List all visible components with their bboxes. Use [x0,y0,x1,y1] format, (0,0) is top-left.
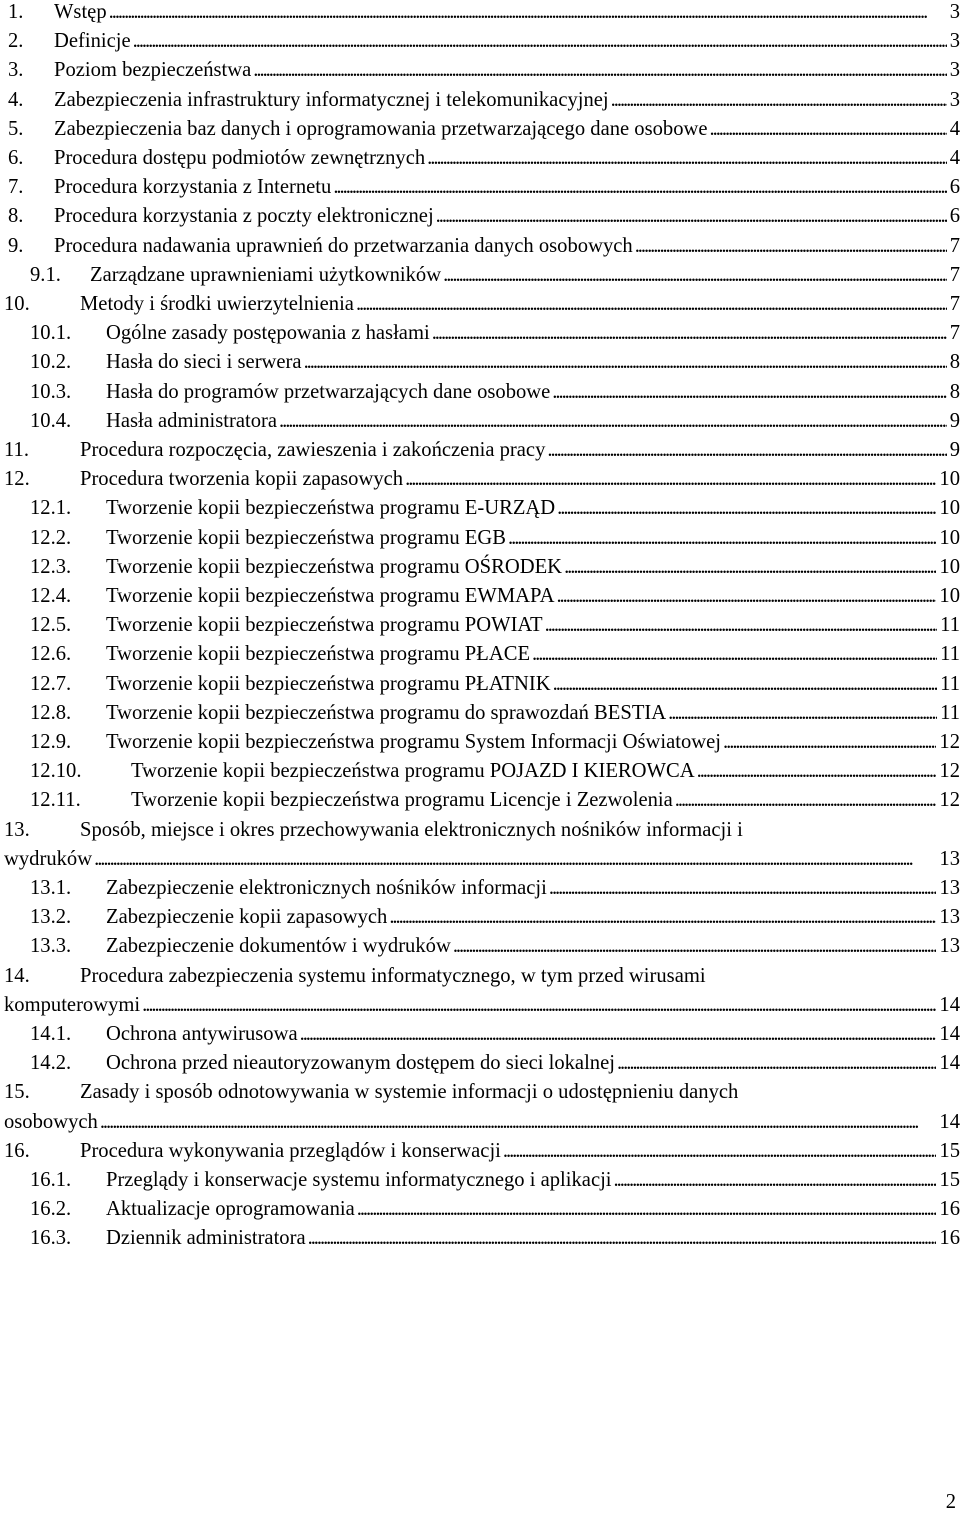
toc-entry-number: 10. [4,293,30,315]
toc-entry-title: Tworzenie kopii bezpieczeństwa programu POJAZD I KIEROWCA [131,760,695,783]
toc-entry-title: Przeglądy i konserwacje systemu informatycznego i aplikacji [106,1169,612,1191]
toc-entry-title: Ochrona przed nieautoryzowanym dostępem do sieci lokalnej [106,1052,615,1075]
toc-entry-number: 12.1. [30,497,72,520]
toc-entry-page: 14 [939,993,960,1016]
toc-entry-page: 12 [939,731,960,753]
toc-leader-dots [553,670,938,699]
toc-entry-number: 9. [8,234,24,257]
toc-entry-page: 14 [939,1052,960,1075]
toc-entry-title: Zabezpieczenie elektronicznych nośników informacji [106,877,547,899]
toc-entry-number: 16.3. [30,1227,72,1250]
toc-entry-title: Tworzenie kopii bezpieczeństwa programu POWIAT [106,614,543,637]
toc-entry-page: 10 [939,585,960,607]
toc-entry-number: 12. [4,468,30,491]
toc-entry-title: Procedura zabezpieczenia systemu informatycznego, w tym przed wirusami [80,964,706,987]
toc-leader-dots [532,640,937,669]
toc-leader-dots [614,1166,937,1195]
toc-entry-page: 3 [949,30,960,53]
toc-leader-dots [556,582,936,611]
toc-leader-dots [333,173,946,202]
toc-entry-number: 12.9. [30,731,72,753]
toc-leader-dots [617,1049,936,1078]
toc-entry-page: 7 [949,234,960,257]
toc-entry-title: Tworzenie kopii bezpieczeństwa programu System Informacji Oświatowej [106,731,722,753]
toc-leader-dots [253,56,946,85]
toc-entry-number: 6. [8,147,24,169]
toc-entry-title: Tworzenie kopii bezpieczeństwa programu EWMAPA [106,585,555,607]
toc-entry-page: 13 [939,847,960,870]
toc-entry-title: Poziom bezpieczeństwa [54,59,252,82]
toc-entry-page: 15 [939,1139,960,1162]
toc-leader-dots [697,757,937,786]
toc-entry-page: 3 [949,88,960,111]
toc-entry-page: 14 [939,1023,960,1045]
toc-entry-page: 10 [939,468,960,491]
toc-entry-title: Definicje [54,30,131,53]
toc-entry-number: 10.3. [30,380,72,403]
toc-entry-page: 15 [939,1169,960,1191]
toc-entry-number: 12.2. [30,526,72,549]
toc-entry-number: 15. [4,1081,30,1104]
toc-entry-number: 13. [4,818,30,841]
toc-entry-page: 11 [940,701,960,724]
toc-entry-number: 12.3. [30,555,72,578]
toc-entry-page: 11 [940,614,960,637]
toc-leader-dots [549,874,937,903]
toc-entry-page: 14 [939,1110,960,1133]
toc-leader-dots [389,903,936,932]
toc-entry-title: Zarządzane uprawnieniami użytkowników [90,263,442,286]
page-number: 2 [945,1491,956,1513]
toc-leader-dots [557,494,936,523]
toc-entry-title: Zabezpieczenia baz danych i oprogramowania przetwarzającego dane osobowe [54,117,708,140]
toc-entry-title: Zabezpieczenie dokumentów i wydruków [106,935,451,958]
toc-entry-number: 12.6. [30,643,72,666]
toc-entry-title-continued: wydruków [4,847,93,870]
toc-entry-title: Wstęp [54,1,107,23]
toc-entry-title: Metody i środki uwierzytelnienia [80,293,354,315]
toc-entry-number: 7. [8,176,24,199]
toc-leader-dots [552,378,946,407]
toc-entry-title: Tworzenie kopii bezpieczeństwa programu EGB [106,526,506,549]
toc-leader-dots [427,144,947,173]
toc-entry-page: 7 [949,293,960,315]
toc-leader-dots [357,1195,937,1224]
toc-leader-dots [109,0,947,27]
toc-entry-title: Tworzenie kopii bezpieczeństwa programu OŚRODEK [106,555,563,578]
toc-entry-title: Ogólne zasady postępowania z hasłami [106,322,430,345]
toc-entry-page: 13 [939,877,960,899]
toc-leader-dots [308,1224,937,1253]
toc-entry-number: 16.1. [30,1169,72,1191]
toc-leader-dots [508,524,936,553]
toc-entry-title: Procedura wykonywania przeglądów i konserwacji [80,1139,501,1162]
toc-entry-page: 7 [949,263,960,286]
toc-entry-page: 11 [940,672,960,695]
toc-entry-number: 14.2. [30,1052,72,1075]
toc-entry-number: 12.11. [30,789,81,812]
toc-leader-dots [668,699,937,728]
toc-entry-page: 3 [949,59,960,82]
toc-entry-number: 10.1. [30,322,72,345]
toc-leader-dots [564,553,936,582]
toc-entry-page: 4 [949,117,960,140]
toc-leader-dots [675,786,937,815]
toc-leader-dots [503,1137,937,1166]
toc-entry-number: 12.10. [30,760,82,783]
toc-entry-page: 11 [940,643,960,666]
toc-entry-number: 12.7. [30,672,72,695]
toc-leader-dots [432,319,947,348]
toc-entry-title: Tworzenie kopii bezpieczeństwa programu PŁATNIK [106,672,551,695]
toc-entry-page: 10 [939,555,960,578]
toc-entry-page: 4 [949,147,960,169]
toc-entry-title: Sposób, miejsce i okres przechowywania elektronicznych nośników informacji i [80,818,743,841]
toc-entry-title: Hasła do sieci i serwera [106,351,302,374]
toc-entry-title: Zabezpieczenie kopii zapasowych [106,906,388,929]
toc-entry-number: 12.4. [30,585,72,607]
toc-entry-page: 8 [949,351,960,374]
toc-entry-title: Procedura rozpoczęcia, zawieszenia i zakończenia pracy [80,439,546,461]
toc-leader-dots [142,991,936,1020]
toc-leader-dots [94,845,936,874]
toc-entry-number: 8. [8,205,24,228]
toc-entry-page: 16 [939,1198,960,1221]
toc-leader-dots [443,261,947,290]
toc-entry-page: 12 [939,789,960,812]
toc-entry-title: Hasła administratora [106,409,277,432]
toc-entry-page: 8 [949,380,960,403]
toc-entry-number: 12.8. [30,701,72,724]
toc-entry-title: Aktualizacje oprogramowania [106,1198,355,1221]
toc-entry-title: Tworzenie kopii bezpieczeństwa programu E-URZĄD [106,497,556,520]
toc-entry-page: 6 [949,205,960,228]
toc-entry-number: 16.2. [30,1198,72,1221]
toc-entry-page: 10 [939,526,960,549]
toc-entry-number: 11. [4,439,29,461]
toc-entry-number: 13.3. [30,935,72,958]
toc-entry-title-continued: komputerowymi [4,993,141,1016]
toc-leader-dots [710,115,947,144]
toc-entry-title: Procedura korzystania z poczty elektronicznej [54,205,434,228]
toc-entry-page: 3 [949,1,960,23]
toc-leader-dots [133,27,947,56]
toc-entry-page: 12 [939,760,960,783]
toc-entry-number: 2. [8,30,24,53]
toc-leader-dots [453,932,937,961]
toc-entry-number: 13.2. [30,906,72,929]
toc-entry-number: 4. [8,88,24,111]
toc-entry-title: Dziennik administratora [106,1227,306,1250]
toc-entry-title: Tworzenie kopii bezpieczeństwa programu PŁACE [106,643,531,666]
toc-entry-number: 3. [8,59,24,82]
toc-leader-dots [279,407,947,436]
toc-entry-number: 5. [8,117,24,140]
toc-entry-number: 1. [8,1,24,23]
toc-entry-title: Tworzenie kopii bezpieczeństwa programu do sprawozdań BESTIA [106,701,667,724]
toc-leader-dots [723,728,936,757]
toc-entry-page: 9 [949,409,960,432]
toc-leader-dots [405,465,936,494]
toc-entry-number: 14. [4,964,30,987]
toc-entry-title: Tworzenie kopii bezpieczeństwa programu Licencje i Zezwolenia [131,789,673,812]
toc-entry-number: 13.1. [30,877,72,899]
toc-entry-number: 14.1. [30,1023,72,1045]
toc-entry-page: 7 [949,322,960,345]
toc-leader-dots [100,1108,937,1137]
toc-entry-title: Zabezpieczenia infrastruktury informatycznej i telekomunikacyjnej [54,88,609,111]
toc-entry-page: 16 [939,1227,960,1250]
toc-leader-dots [635,232,947,261]
toc-entry-page: 6 [949,176,960,199]
toc-leader-dots [547,436,946,465]
toc-entry-title: Zasady i sposób odnotowywania w systemie informacji o udostępnieniu danych [80,1081,739,1104]
toc-entry-page: 10 [939,497,960,520]
toc-entry-title: Procedura korzystania z Internetu [54,176,332,199]
toc-entry-title: Procedura tworzenia kopii zapasowych [80,468,404,491]
toc-leader-dots [304,348,947,377]
toc-entry-page: 13 [939,906,960,929]
toc-entry-number: 9.1. [30,263,61,286]
toc-entry-number: 12.5. [30,614,72,637]
toc-entry-page: 13 [939,935,960,958]
toc-entry-number: 10.2. [30,351,72,374]
toc-leader-dots [545,611,938,640]
toc-entry-title: Ochrona antywirusowa [106,1023,298,1045]
toc-entry-title: Procedura nadawania uprawnień do przetwarzania danych osobowych [54,234,633,257]
toc-entry-number: 10.4. [30,409,72,432]
toc-entry-title: Procedura dostępu podmiotów zewnętrznych [54,147,426,169]
toc-entry-page: 9 [949,439,960,461]
toc-entry-title: Hasła do programów przetwarzających dane osobowe [106,380,551,403]
toc-entry-number: 16. [4,1139,30,1162]
toc-leader-dots [611,86,947,115]
toc-entry-title-continued: osobowych [4,1110,98,1133]
toc-leader-dots [356,290,947,319]
toc-leader-dots [436,202,947,231]
toc-leader-dots [300,1020,937,1049]
